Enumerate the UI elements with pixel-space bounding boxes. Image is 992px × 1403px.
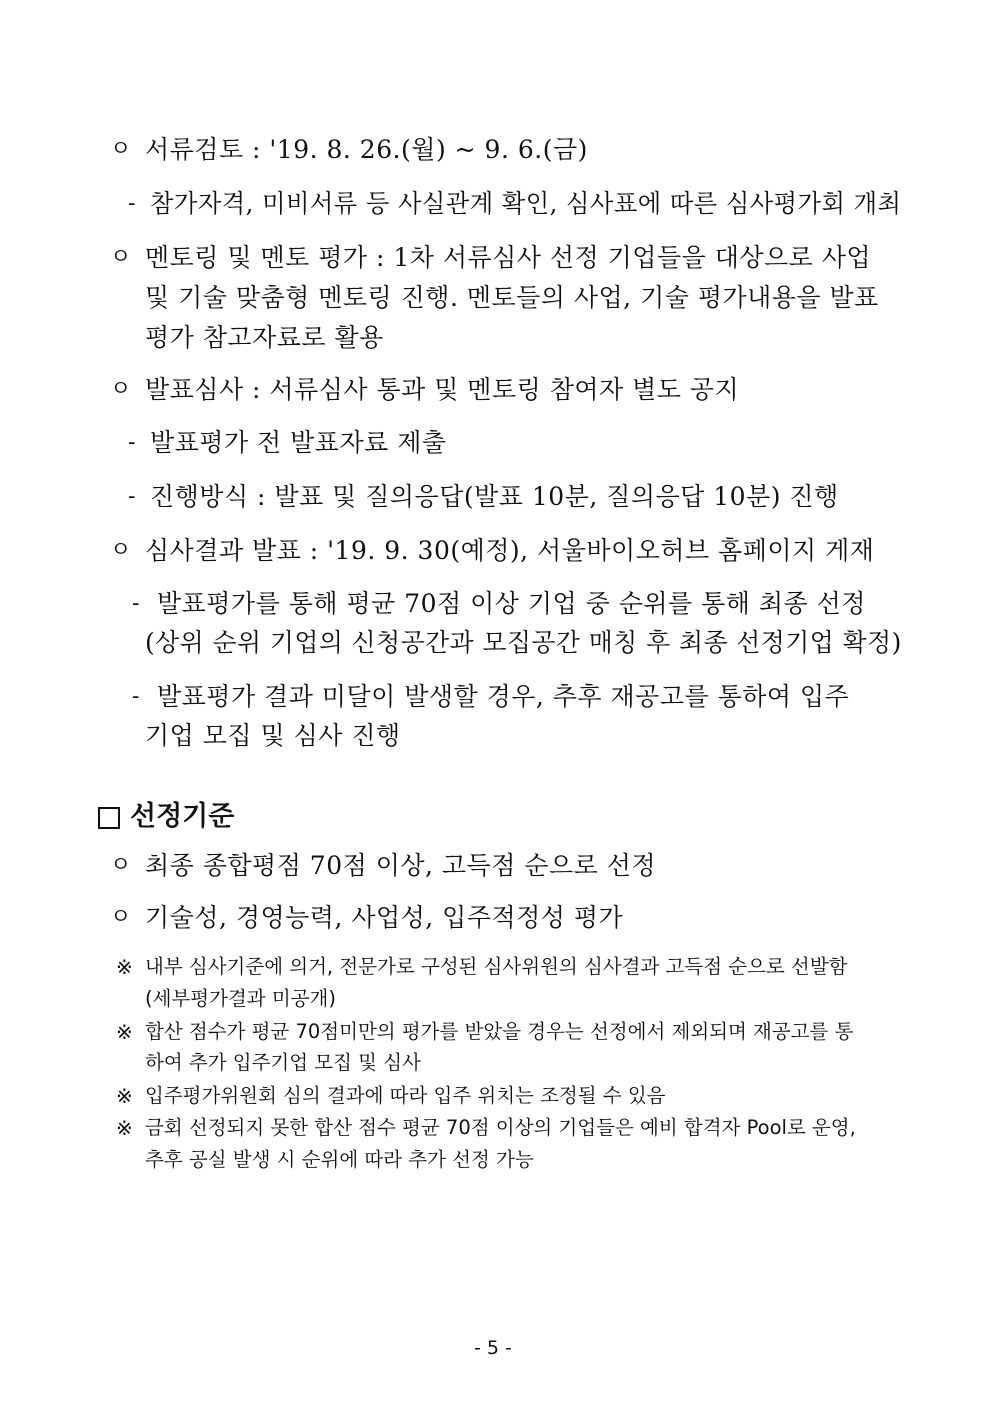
circle-bullet: ㅇ bbox=[110, 538, 132, 563]
circle-bullet: ㅇ bbox=[110, 137, 132, 162]
note-2-line-2: 하여 추가 입주기업 모집 및 심사 bbox=[145, 1051, 421, 1074]
circle-bullet: ㅇ bbox=[110, 853, 132, 878]
presentation-review-line: 발표심사 : 서류심사 통과 및 멘토링 참여자 별도 공지 bbox=[145, 375, 740, 404]
presentation-method-line: 진행방식 : 발표 및 질의응답(발표 10분, 질의응답 10분) 진행 bbox=[150, 482, 839, 511]
note-1-line-2: (세부평가결과 미공개) bbox=[145, 987, 336, 1010]
circle-bullet: ㅇ bbox=[110, 377, 132, 402]
note-mark: ※ bbox=[116, 955, 133, 979]
dash-bullet: - bbox=[128, 484, 136, 509]
page-number: - 5 - bbox=[474, 1337, 512, 1359]
note-4-line-1: 금회 선정되지 못한 합산 점수 평균 70점 이상의 기업들은 예비 합격자 Pool로 운영, bbox=[145, 1116, 856, 1139]
circle-bullet: ㅇ bbox=[110, 245, 132, 270]
final-selection-line-1: 발표평가를 통해 평균 70점 이상 기업 중 순위를 통해 최종 선정 bbox=[157, 589, 866, 618]
re-announcement-line-1: 발표평가 결과 미달이 발생할 경우, 추후 재공고를 통하여 입주 bbox=[157, 682, 850, 711]
mentoring-line-1: 멘토링 및 멘토 평가 : 1차 서류심사 선정 기업들을 대상으로 사업 bbox=[145, 243, 872, 272]
note-3-line: 입주평가위원회 심의 결과에 따라 입주 위치는 조정될 수 있음 bbox=[145, 1084, 666, 1107]
criteria-score-line: 최종 종합평점 70점 이상, 고득점 순으로 선정 bbox=[145, 851, 656, 880]
dash-bullet: - bbox=[132, 684, 140, 709]
mentoring-line-3: 평가 참고자료로 활용 bbox=[145, 323, 384, 352]
dash-bullet: - bbox=[128, 191, 136, 216]
note-4-line-2: 추후 공실 발생 시 순위에 따라 추가 선정 가능 bbox=[145, 1148, 534, 1171]
section-checkbox-icon bbox=[98, 807, 120, 829]
dash-bullet: - bbox=[132, 591, 140, 616]
re-announcement-line-2: 기업 모집 및 심사 진행 bbox=[145, 721, 401, 750]
circle-bullet: ㅇ bbox=[110, 905, 132, 930]
note-2-line-1: 합산 점수가 평균 70점미만의 평가를 받았을 경우는 선정에서 제외되며 재공고를 통 bbox=[145, 1020, 854, 1043]
note-mark: ※ bbox=[116, 1084, 133, 1108]
dash-bullet: - bbox=[128, 430, 136, 455]
mentoring-line-2: 및 기술 맞춤형 멘토링 진행. 멘토들의 사업, 기술 평가내용을 발표 bbox=[145, 283, 879, 312]
final-selection-line-2: (상위 순위 기업의 신청공간과 모집공간 매칭 후 최종 선정기업 확정) bbox=[145, 628, 902, 657]
result-announcement-line: 심사결과 발표 : '19. 9. 30(예정), 서울바이오허브 홈페이지 게재 bbox=[145, 536, 875, 565]
criteria-evaluation-line: 기술성, 경영능력, 사업성, 입주적정성 평가 bbox=[145, 903, 624, 932]
presentation-submit-line: 발표평가 전 발표자료 제출 bbox=[150, 428, 447, 457]
note-mark: ※ bbox=[116, 1116, 133, 1140]
note-1-line-1: 내부 심사기준에 의거, 전문가로 구성된 심사위원의 심사결과 고득점 순으로 선발함 bbox=[145, 955, 848, 978]
document-review-detail: 참가자격, 미비서류 등 사실관계 확인, 심사표에 따른 심사평가회 개최 bbox=[150, 189, 902, 218]
document-review-line: 서류검토 : '19. 8. 26.(월) ~ 9. 6.(금) bbox=[145, 135, 588, 164]
note-mark: ※ bbox=[116, 1020, 133, 1044]
section-title: 선정기준 bbox=[130, 801, 235, 832]
